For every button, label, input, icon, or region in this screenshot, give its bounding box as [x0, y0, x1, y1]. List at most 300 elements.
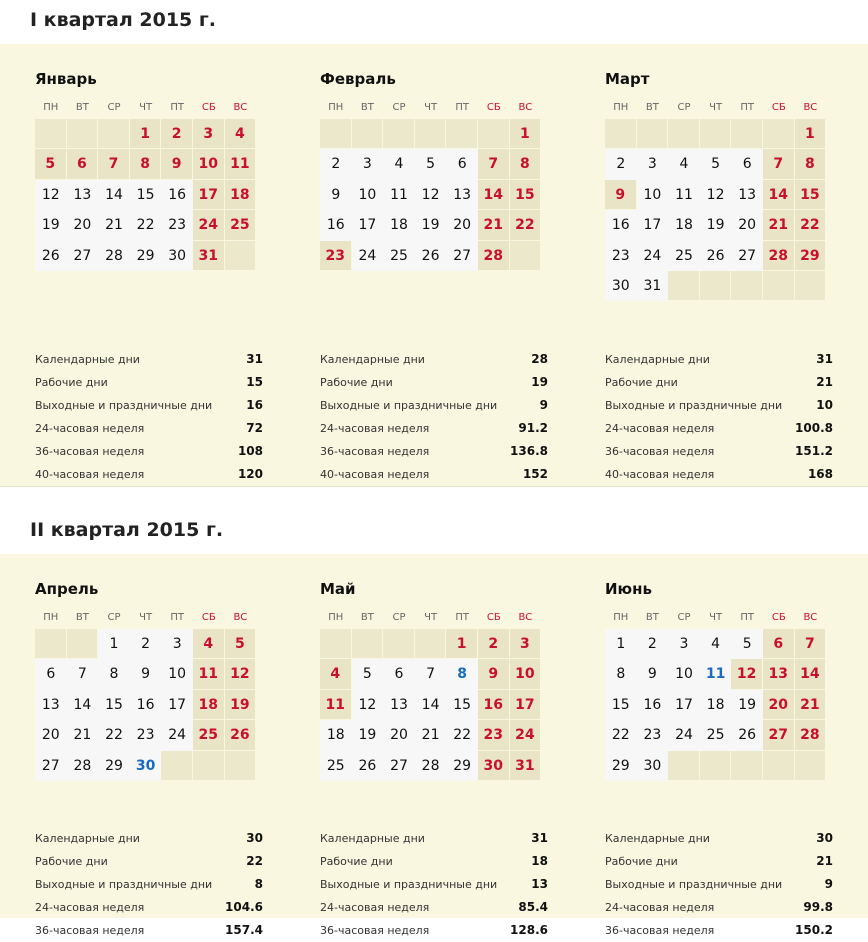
month-name: Январь — [35, 70, 97, 88]
weekday-label: ЧТ — [139, 612, 153, 623]
holiday-day-cell: 10 — [510, 659, 542, 689]
day-cell: 21 — [67, 720, 99, 750]
day-cell: 10 — [637, 180, 669, 210]
day-cell: 12 — [35, 180, 67, 210]
stat-label: Выходные и праздничные дни — [605, 399, 783, 412]
day-grid — [35, 119, 257, 271]
stat-row — [35, 896, 263, 919]
stat-value: 28 — [531, 352, 548, 366]
empty-day-cell — [35, 119, 67, 149]
stat-value: 120 — [237, 467, 263, 481]
holiday-day-cell: 19 — [225, 690, 257, 720]
day-cell: 29 — [605, 751, 637, 781]
day-cell: 19 — [415, 210, 447, 240]
day-cell: 28 — [67, 751, 99, 781]
stat-row — [605, 417, 833, 440]
day-cell: 4 — [700, 629, 732, 659]
stat-label: Выходные и праздничные дни — [320, 878, 498, 891]
stat-row — [605, 896, 833, 919]
empty-day-cell — [352, 629, 384, 659]
empty-day-cell — [731, 751, 763, 781]
holiday-day-cell: 31 — [193, 241, 225, 271]
stat-label: 24-часовая неделя — [320, 901, 430, 914]
holiday-day-cell: 5 — [225, 629, 257, 659]
day-cell: 24 — [637, 241, 669, 271]
holiday-day-cell: 11 — [225, 149, 257, 179]
day-cell: 19 — [352, 720, 384, 750]
day-cell: 13 — [731, 180, 763, 210]
holiday-day-cell: 11 — [320, 690, 352, 720]
stat-label: Календарные дни — [35, 832, 140, 845]
day-cell: 13 — [383, 690, 415, 720]
stat-value: 100.8 — [795, 421, 833, 435]
holiday-day-cell: 2 — [161, 119, 193, 149]
weekday-header — [35, 102, 257, 114]
holiday-day-cell: 21 — [763, 210, 795, 240]
stat-value: 150.2 — [795, 923, 833, 937]
stat-row — [35, 873, 263, 896]
stat-value: 21 — [816, 854, 833, 868]
empty-day-cell — [763, 751, 795, 781]
day-cell: 18 — [668, 210, 700, 240]
empty-day-cell — [478, 119, 510, 149]
day-cell: 2 — [605, 149, 637, 179]
stat-value: 168 — [807, 467, 833, 481]
day-cell: 6 — [383, 659, 415, 689]
day-cell: 23 — [637, 720, 669, 750]
weekday-label: ПН — [328, 102, 344, 113]
day-cell: 10 — [352, 180, 384, 210]
stat-label: Рабочие дни — [605, 376, 678, 389]
quarter-2-title: II квартал 2015 г. — [30, 519, 224, 541]
day-cell: 27 — [731, 241, 763, 271]
stat-label: Рабочие дни — [320, 376, 393, 389]
stat-value: 99.8 — [803, 900, 833, 914]
holiday-day-cell: 16 — [478, 690, 510, 720]
stat-label: 40-часовая неделя — [605, 468, 715, 481]
day-cell: 22 — [98, 720, 130, 750]
day-cell: 20 — [67, 210, 99, 240]
day-cell: 17 — [352, 210, 384, 240]
stat-value: 13 — [531, 877, 548, 891]
holiday-day-cell: 14 — [763, 180, 795, 210]
stat-value: 72 — [246, 421, 263, 435]
holiday-day-cell: 9 — [161, 149, 193, 179]
day-cell: 16 — [637, 690, 669, 720]
day-cell: 5 — [700, 149, 732, 179]
weekday-label: СР — [677, 612, 691, 623]
holiday-day-cell: 4 — [193, 629, 225, 659]
weekday-label: ПТ — [740, 612, 754, 623]
day-cell: 24 — [161, 720, 193, 750]
month-name: Февраль — [320, 70, 396, 88]
stat-value: 85.4 — [518, 900, 548, 914]
empty-day-cell — [415, 629, 447, 659]
day-cell: 23 — [161, 210, 193, 240]
weekday-header — [320, 102, 542, 114]
day-cell: 21 — [415, 720, 447, 750]
stat-row — [605, 440, 833, 463]
holiday-day-cell: 17 — [193, 180, 225, 210]
holiday-day-cell: 28 — [795, 720, 827, 750]
empty-day-cell — [161, 751, 193, 781]
empty-day-cell — [668, 751, 700, 781]
weekday-label: ПН — [613, 102, 629, 113]
empty-day-cell — [731, 271, 763, 301]
day-cell: 15 — [130, 180, 162, 210]
holiday-day-cell: 7 — [98, 149, 130, 179]
day-cell: 17 — [668, 690, 700, 720]
weekday-label: ПН — [43, 102, 59, 113]
day-cell: 5 — [731, 629, 763, 659]
day-cell: 2 — [130, 629, 162, 659]
stat-value: 108 — [237, 444, 263, 458]
weekday-label: ВТ — [645, 612, 659, 623]
stat-row — [320, 440, 548, 463]
day-cell: 29 — [130, 241, 162, 271]
stat-label: 40-часовая неделя — [320, 468, 430, 481]
stat-value: 30 — [246, 831, 263, 845]
holiday-day-cell: 22 — [510, 210, 542, 240]
weekday-label: ВС — [803, 612, 818, 623]
stat-row — [605, 463, 833, 486]
day-cell: 16 — [130, 690, 162, 720]
day-cell: 1 — [605, 629, 637, 659]
day-cell: 22 — [605, 720, 637, 750]
day-cell: 13 — [67, 180, 99, 210]
day-cell: 9 — [320, 180, 352, 210]
stat-row — [605, 827, 833, 850]
day-cell: 20 — [731, 210, 763, 240]
short-day-cell: 8 — [446, 659, 478, 689]
holiday-day-cell: 29 — [795, 241, 827, 271]
empty-day-cell — [668, 119, 700, 149]
holiday-day-cell: 8 — [510, 149, 542, 179]
stat-row — [605, 394, 833, 417]
stat-row — [320, 394, 548, 417]
empty-day-cell — [510, 241, 542, 271]
day-cell: 17 — [637, 210, 669, 240]
day-cell: 16 — [605, 210, 637, 240]
quarter-1-panel — [0, 44, 868, 486]
weekday-label: ПН — [328, 612, 344, 623]
weekday-label: ПТ — [455, 612, 469, 623]
day-cell: 14 — [67, 690, 99, 720]
weekday-label: ЧТ — [709, 612, 723, 623]
stat-label: 36-часовая неделя — [35, 924, 145, 937]
day-cell: 23 — [130, 720, 162, 750]
weekday-label: ВС — [233, 612, 248, 623]
weekday-label: ЧТ — [424, 612, 438, 623]
day-cell: 11 — [668, 180, 700, 210]
weekday-label: СР — [677, 102, 691, 113]
empty-day-cell — [637, 119, 669, 149]
stat-row — [320, 463, 548, 486]
day-cell: 10 — [161, 659, 193, 689]
holiday-day-cell: 24 — [193, 210, 225, 240]
month-name: Март — [605, 70, 650, 88]
day-cell: 19 — [731, 690, 763, 720]
stat-value: 18 — [531, 854, 548, 868]
weekday-label: ПН — [613, 612, 629, 623]
stat-value: 30 — [816, 831, 833, 845]
weekday-label: ЧТ — [424, 102, 438, 113]
empty-day-cell — [700, 751, 732, 781]
day-cell: 4 — [383, 149, 415, 179]
day-cell: 13 — [35, 690, 67, 720]
day-cell: 26 — [35, 241, 67, 271]
stat-row — [35, 850, 263, 873]
day-cell: 30 — [605, 271, 637, 301]
stat-row — [320, 919, 548, 942]
stat-label: Календарные дни — [320, 353, 425, 366]
weekday-label: ПТ — [455, 102, 469, 113]
day-cell: 19 — [35, 210, 67, 240]
stat-value: 151.2 — [795, 444, 833, 458]
month-stats — [320, 827, 548, 942]
weekday-label: СБ — [201, 102, 216, 113]
day-cell: 20 — [446, 210, 478, 240]
empty-day-cell — [415, 119, 447, 149]
stat-row — [605, 371, 833, 394]
stat-value: 9 — [824, 877, 833, 891]
stat-value: 31 — [816, 352, 833, 366]
holiday-day-cell: 27 — [763, 720, 795, 750]
weekday-header — [35, 612, 257, 624]
day-cell: 25 — [383, 241, 415, 271]
day-cell: 27 — [67, 241, 99, 271]
stat-value: 31 — [531, 831, 548, 845]
day-cell: 3 — [637, 149, 669, 179]
stat-value: 22 — [246, 854, 263, 868]
empty-day-cell — [731, 119, 763, 149]
stat-value: 157.4 — [225, 923, 263, 937]
empty-day-cell — [763, 119, 795, 149]
weekday-label: ПТ — [170, 102, 184, 113]
empty-day-cell — [98, 119, 130, 149]
holiday-day-cell: 3 — [510, 629, 542, 659]
holiday-day-cell: 25 — [225, 210, 257, 240]
holiday-day-cell: 8 — [795, 149, 827, 179]
stat-label: Выходные и праздничные дни — [605, 878, 783, 891]
holiday-day-cell: 23 — [320, 241, 352, 271]
day-cell: 25 — [320, 751, 352, 781]
stat-row — [320, 873, 548, 896]
stat-row — [35, 371, 263, 394]
weekday-label: СБ — [771, 612, 786, 623]
weekday-label: ПТ — [170, 612, 184, 623]
stat-row — [35, 919, 263, 942]
weekday-label: ПТ — [740, 102, 754, 113]
weekday-label: ВТ — [360, 612, 374, 623]
weekday-label: СБ — [486, 102, 501, 113]
stat-label: Календарные дни — [35, 353, 140, 366]
stat-label: Рабочие дни — [35, 376, 108, 389]
weekday-label: ВТ — [75, 102, 89, 113]
day-cell: 3 — [161, 629, 193, 659]
empty-day-cell — [668, 271, 700, 301]
day-cell: 27 — [35, 751, 67, 781]
stat-row — [35, 463, 263, 486]
day-cell: 18 — [320, 720, 352, 750]
day-cell: 18 — [700, 690, 732, 720]
stat-label: Календарные дни — [320, 832, 425, 845]
weekday-header — [320, 612, 542, 624]
stat-label: 40-часовая неделя — [35, 468, 145, 481]
weekday-label: ПН — [43, 612, 59, 623]
day-cell: 5 — [415, 149, 447, 179]
empty-day-cell — [763, 271, 795, 301]
day-cell: 11 — [383, 180, 415, 210]
holiday-day-cell: 15 — [795, 180, 827, 210]
stat-row — [320, 348, 548, 371]
stat-label: 24-часовая неделя — [320, 422, 430, 435]
day-cell: 15 — [605, 690, 637, 720]
stat-row — [35, 394, 263, 417]
holiday-day-cell: 26 — [225, 720, 257, 750]
holiday-day-cell: 7 — [478, 149, 510, 179]
holiday-day-cell: 8 — [130, 149, 162, 179]
stat-value: 21 — [816, 375, 833, 389]
weekday-label: ВС — [233, 102, 248, 113]
empty-day-cell — [795, 751, 827, 781]
stat-label: Выходные и праздничные дни — [35, 399, 213, 412]
day-cell: 6 — [446, 149, 478, 179]
weekday-label: СБ — [486, 612, 501, 623]
day-cell: 29 — [446, 751, 478, 781]
stat-row — [35, 348, 263, 371]
month-name: Июнь — [605, 580, 652, 598]
empty-day-cell — [446, 119, 478, 149]
empty-day-cell — [225, 751, 257, 781]
day-cell: 15 — [446, 690, 478, 720]
stat-value: 136.8 — [510, 444, 548, 458]
holiday-day-cell: 10 — [193, 149, 225, 179]
stat-label: Рабочие дни — [35, 855, 108, 868]
month-name: Май — [320, 580, 356, 598]
stat-row — [605, 850, 833, 873]
holiday-day-cell: 11 — [193, 659, 225, 689]
day-cell: 31 — [637, 271, 669, 301]
month-stats — [320, 348, 548, 486]
day-cell: 21 — [98, 210, 130, 240]
weekday-label: СБ — [201, 612, 216, 623]
stat-row — [320, 417, 548, 440]
day-grid — [320, 119, 542, 271]
day-cell: 6 — [35, 659, 67, 689]
holiday-day-cell: 15 — [510, 180, 542, 210]
weekday-header — [605, 612, 827, 624]
day-cell: 26 — [415, 241, 447, 271]
stat-value: 152 — [522, 467, 548, 481]
holiday-day-cell: 7 — [763, 149, 795, 179]
day-cell: 24 — [668, 720, 700, 750]
holiday-day-cell: 1 — [510, 119, 542, 149]
day-cell: 25 — [668, 241, 700, 271]
stat-value: 91.2 — [518, 421, 548, 435]
holiday-day-cell: 21 — [478, 210, 510, 240]
stat-label: 36-часовая неделя — [605, 445, 715, 458]
stat-value: 16 — [246, 398, 263, 412]
day-cell: 20 — [35, 720, 67, 750]
holiday-day-cell: 12 — [225, 659, 257, 689]
day-cell: 7 — [415, 659, 447, 689]
empty-day-cell — [35, 629, 67, 659]
stat-label: 36-часовая неделя — [320, 924, 430, 937]
stat-row — [35, 827, 263, 850]
stat-row — [320, 896, 548, 919]
day-cell: 25 — [700, 720, 732, 750]
stat-label: Выходные и праздничные дни — [320, 399, 498, 412]
empty-day-cell — [67, 119, 99, 149]
holiday-day-cell: 18 — [225, 180, 257, 210]
stat-row — [320, 371, 548, 394]
day-grid — [605, 629, 827, 781]
weekday-label: ВТ — [360, 102, 374, 113]
day-cell: 10 — [668, 659, 700, 689]
day-cell: 26 — [731, 720, 763, 750]
stat-label: 36-часовая неделя — [605, 924, 715, 937]
holiday-day-cell: 7 — [795, 629, 827, 659]
weekday-label: СР — [107, 102, 121, 113]
stat-label: Выходные и праздничные дни — [35, 878, 213, 891]
day-grid — [605, 119, 827, 301]
holiday-day-cell: 18 — [193, 690, 225, 720]
holiday-day-cell: 20 — [763, 690, 795, 720]
weekday-label: СБ — [771, 102, 786, 113]
day-cell: 22 — [446, 720, 478, 750]
holiday-day-cell: 5 — [35, 149, 67, 179]
day-cell: 20 — [383, 720, 415, 750]
day-cell: 13 — [446, 180, 478, 210]
stat-label: 24-часовая неделя — [605, 901, 715, 914]
day-cell: 30 — [637, 751, 669, 781]
stat-label: Календарные дни — [605, 832, 710, 845]
day-cell: 17 — [161, 690, 193, 720]
holiday-day-cell: 22 — [795, 210, 827, 240]
empty-day-cell — [67, 629, 99, 659]
empty-day-cell — [795, 271, 827, 301]
weekday-label: ЧТ — [139, 102, 153, 113]
empty-day-cell — [383, 629, 415, 659]
empty-day-cell — [383, 119, 415, 149]
stat-row — [320, 827, 548, 850]
day-cell: 24 — [352, 241, 384, 271]
month-stats — [35, 827, 263, 942]
day-cell: 1 — [98, 629, 130, 659]
day-cell: 5 — [352, 659, 384, 689]
holiday-day-cell: 3 — [193, 119, 225, 149]
holiday-day-cell: 9 — [478, 659, 510, 689]
day-cell: 12 — [415, 180, 447, 210]
holiday-day-cell: 25 — [193, 720, 225, 750]
month-stats — [605, 348, 833, 486]
short-day-cell: 11 — [700, 659, 732, 689]
day-cell: 6 — [731, 149, 763, 179]
stat-row — [35, 417, 263, 440]
quarter-2-panel — [0, 554, 868, 937]
stat-label: 36-часовая неделя — [35, 445, 145, 458]
holiday-day-cell: 6 — [67, 149, 99, 179]
day-cell: 15 — [98, 690, 130, 720]
holiday-day-cell: 1 — [130, 119, 162, 149]
weekday-label: ВС — [803, 102, 818, 113]
holiday-day-cell: 23 — [478, 720, 510, 750]
day-cell: 18 — [383, 210, 415, 240]
day-cell: 3 — [352, 149, 384, 179]
empty-day-cell — [700, 271, 732, 301]
stat-row — [35, 440, 263, 463]
